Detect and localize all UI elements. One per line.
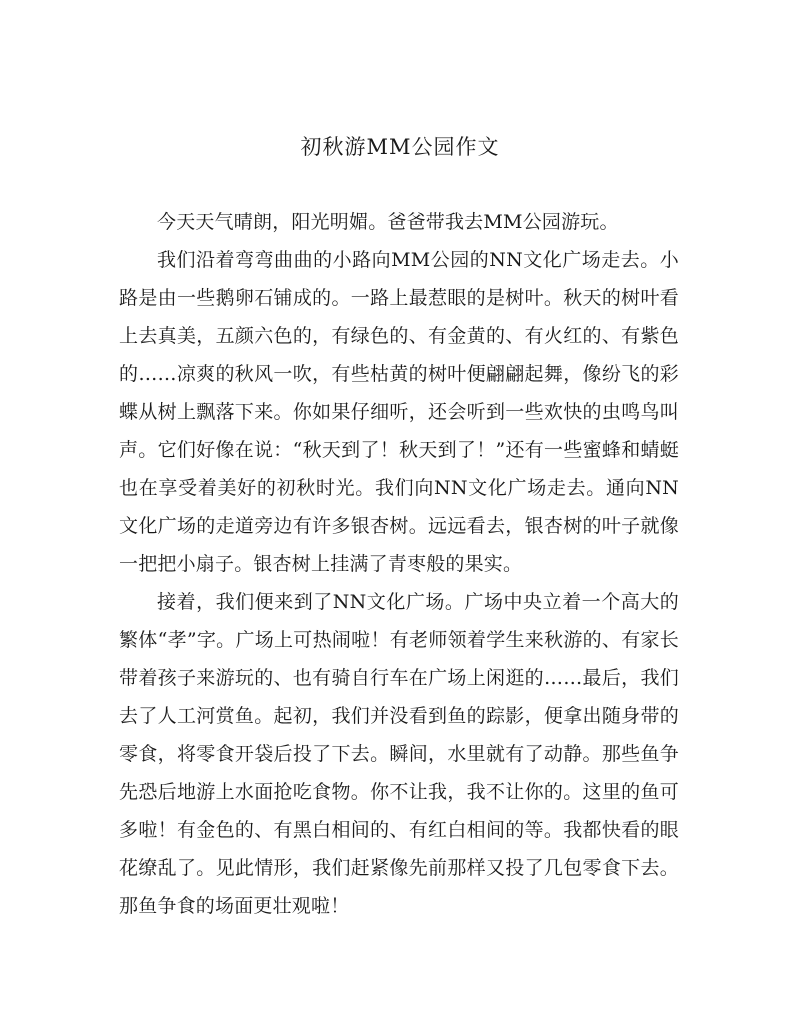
page-title: 初秋游MM公园作文 xyxy=(300,135,500,159)
paragraph-1: 今天天气晴朗，阳光明媚。爸爸带我去MM公园游玩。 xyxy=(157,211,619,233)
essay-body xyxy=(119,203,679,925)
paragraph-3: 接着，我们便来到了NN文化广场。广场中央立着一个高大的繁体“孝”字。广场上可热闹啦！有老师领着学生来秋游的、有家长带着孩子来游玩的、也有骑自行车在广场上闲逛的……最后，我们去了人工河赏鱼。起初，我们并没看到鱼的踪影，便拿出随身带的零食，将零食开袋后投了下去。瞬间，水里就有了动静。那些鱼争先恐后地游上水面抢吃食物。你不让我，我不让你的。这里的鱼可多啦！有金色的、有黑白相间的、有红白相间的等。我都快看的眼花缭乱了。见此情形，我们赶紧像先前那样又投了几包零食下去。那鱼争食的场面更壮观啦！ xyxy=(119,591,679,917)
paragraph-2: 我们沿着弯弯曲曲的小路向MM公园的NN文化广场走去。小路是由一些鹅卵石铺成的。一路上最惹眼的是树叶。秋天的树叶看上去真美，五颜六色的，有绿色的、有金黄的、有火红的、有紫色的……凉爽的秋风一吹，有些枯黄的树叶便翩翩起舞，像纷飞的彩蝶从树上飘落下来。你如果仔细听，还会听到一些欢快的虫鸣鸟叫声。它们好像在说：“秋天到了！秋天到了！”还有一些蜜蜂和蜻蜓也在享受着美好的初秋时光。我们向NN文化广场走去。通向NN文化广场的走道旁边有许多银杏树。远远看去，银杏树的叶子就像一把把小扇子。银杏树上挂满了青枣般的果实。 xyxy=(119,249,679,575)
